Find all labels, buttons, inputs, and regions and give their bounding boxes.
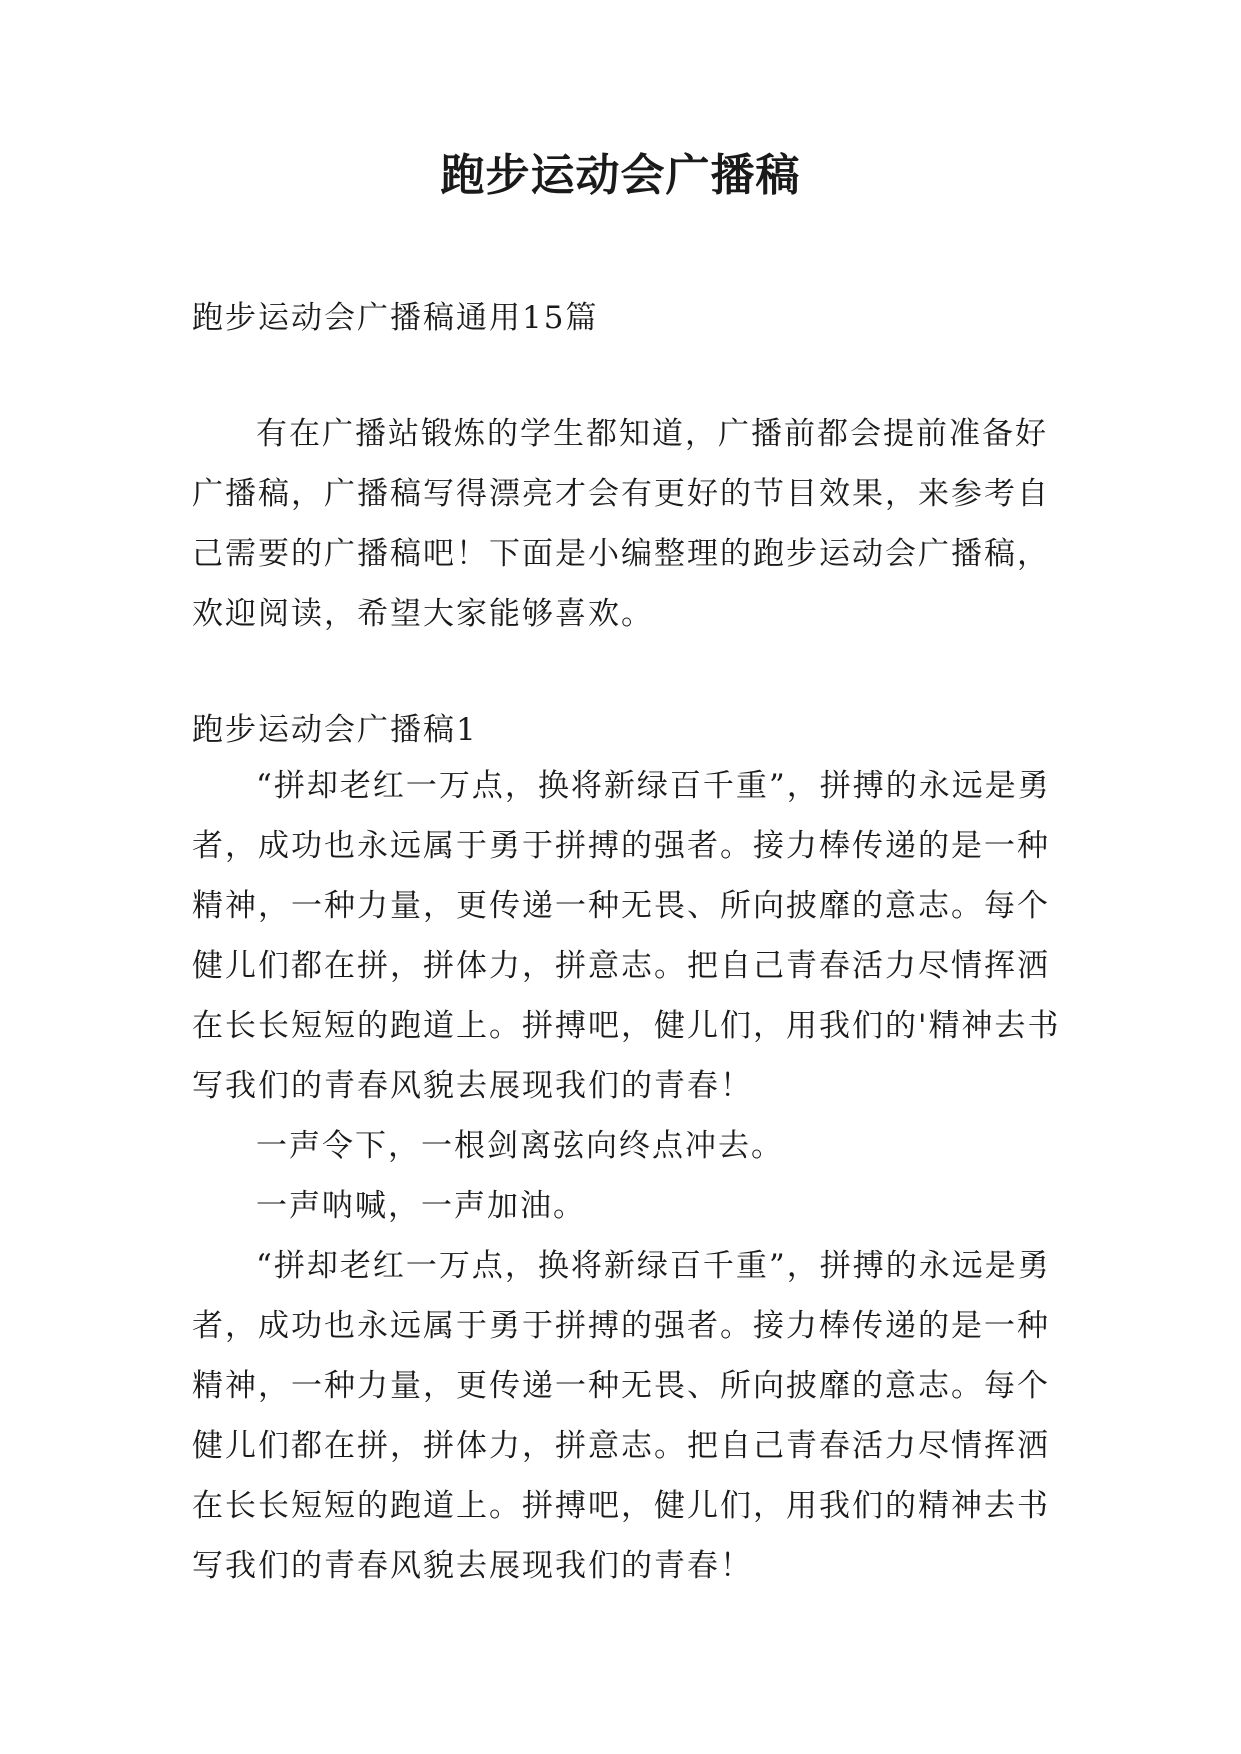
document-subtitle: 跑步运动会广播稿通用15篇	[192, 300, 599, 336]
section-paragraph: 一声令下，一根剑离弦向终点冲去。	[256, 1128, 784, 1164]
section-paragraph: “拼却老红一万点，换将新绿百千重”，拼搏的永远是勇者，成功也永远属于勇于拼搏的强者。接力棒传递的是一种精神，一种力量，更传递一种无畏、所向披靡的意志。每个健儿们都在拼，拼体力，拼意志。把自己青春活力尽情挥洒在长长短短的跑道上。拼搏吧，健儿们，用我们的'精神去书写我们的青春风貌去展现我们的青春！	[192, 768, 1061, 1104]
section-heading: 跑步运动会广播稿1	[192, 712, 478, 748]
intro-paragraph: 有在广播站锻炼的学生都知道，广播前都会提前准备好广播稿，广播稿写得漂亮才会有更好的节目效果，来参考自己需要的广播稿吧！下面是小编整理的跑步运动会广播稿，欢迎阅读，希望大家能够喜欢。	[192, 416, 1050, 632]
section-body	[192, 756, 1062, 1596]
section-paragraph: “拼却老红一万点，换将新绿百千重”，拼搏的永远是勇者，成功也永远属于勇于拼搏的强者。接力棒传递的是一种精神，一种力量，更传递一种无畏、所向披靡的意志。每个健儿们都在拼，拼体力，拼意志。把自己青春活力尽情挥洒在长长短短的跑道上。拼搏吧，健儿们，用我们的精神去书写我们的青春风貌去展现我们的青春！	[192, 1248, 1051, 1584]
section-paragraph: 一声呐喊，一声加油。	[256, 1188, 586, 1224]
document-title: 跑步运动会广播稿	[440, 150, 801, 201]
